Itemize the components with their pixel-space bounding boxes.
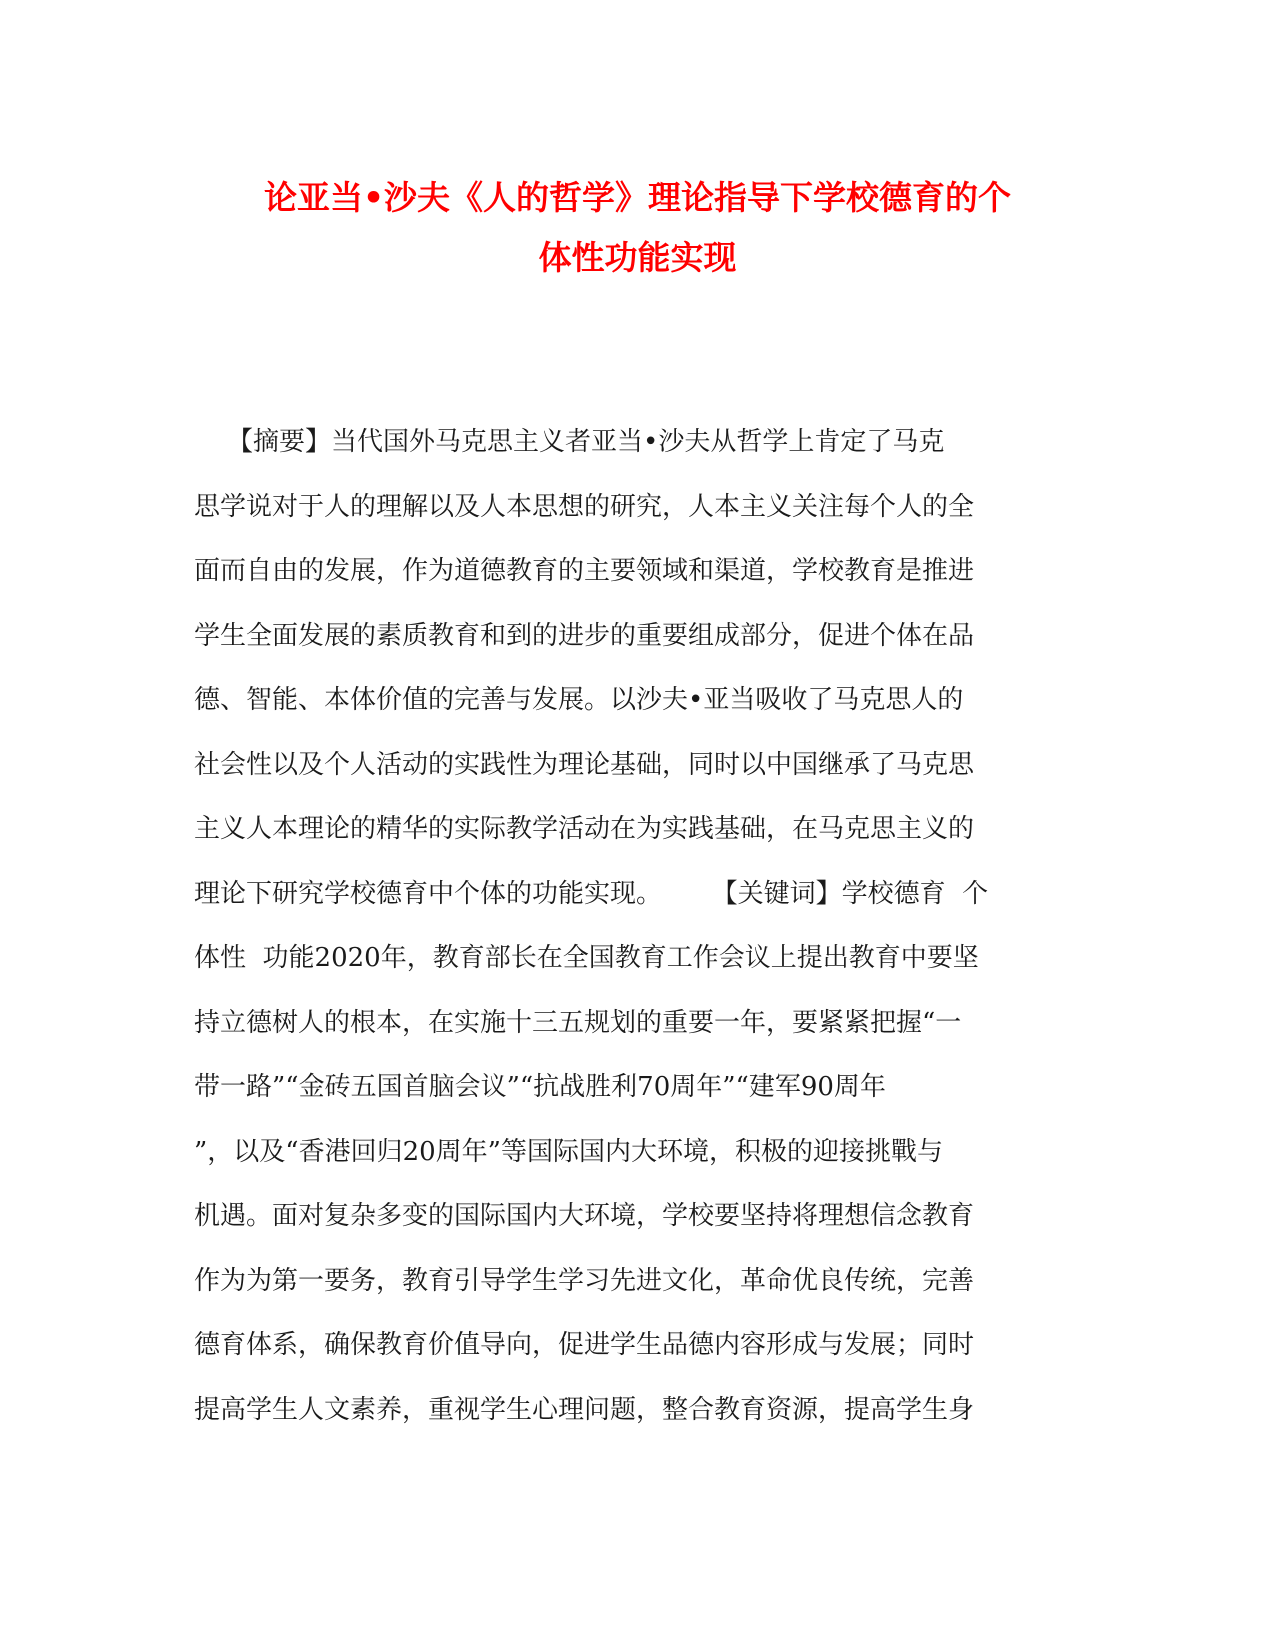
body-line: 机遇。面对复杂多变的国际国内大环境，学校要坚持将理想信念教育 (194, 1201, 975, 1231)
document-body (194, 410, 1094, 1442)
title-line-2: 体性功能实现 (538, 238, 737, 277)
body-line: ”，以及“香港回归20周年”等国际国内大环境，积极的迎接挑戰与 (194, 1136, 943, 1167)
body-line: 提高学生人文素养，重视学生心理问题，整合教育资源，提高学生身 (194, 1394, 975, 1425)
body-line: 社会性以及个人活动的实践性为理论基础，同时以中国继承了马克思 (194, 749, 975, 780)
body-line: 德、智能、本体价值的完善与发展。以沙夫•亚当吸收了马克思人的 (194, 685, 964, 715)
body-line: 体性 功能2020年，教育部长在全国教育工作会议上提出教育中要坚 (194, 943, 979, 973)
body-line: 主义人本理论的精华的实际教学活动在为实践基础，在马克思主义的 (194, 814, 975, 844)
body-line: 理论下研究学校德育中个体的功能实现。 【关键词】学校德育 个 (194, 878, 989, 909)
body-line: 作为为第一要务，教育引导学生学习先进文化，革命优良传统，完善 (194, 1265, 975, 1296)
body-line: 带一路”“金砖五国首脑会议”“抗战胜利70周年”“建军90周年 (194, 1072, 886, 1102)
body-line: 德育体系，确保教育价值导向，促进学生品德内容形成与发展；同时 (194, 1330, 975, 1360)
body-line: 面而自由的发展，作为道德教育的主要领域和渠道，学校教育是推进 (194, 556, 975, 586)
document-title (160, 168, 1115, 288)
body-line: 学生全面发展的素质教育和到的进步的重要组成部分，促进个体在品 (194, 620, 975, 651)
body-line: 思学说对于人的理解以及人本思想的研究，人本主义关注每个人的全 (194, 491, 975, 522)
body-line: 【摘要】当代国外马克思主义者亚当•沙夫从哲学上肯定了马克 (194, 427, 945, 457)
body-line: 持立德树人的根本，在实施十三五规划的重要一年，要紧紧把握“一 (194, 1007, 962, 1038)
title-line-1: 论亚当•沙夫《人的哲学》理论指导下学校德育的个 (263, 178, 1012, 217)
